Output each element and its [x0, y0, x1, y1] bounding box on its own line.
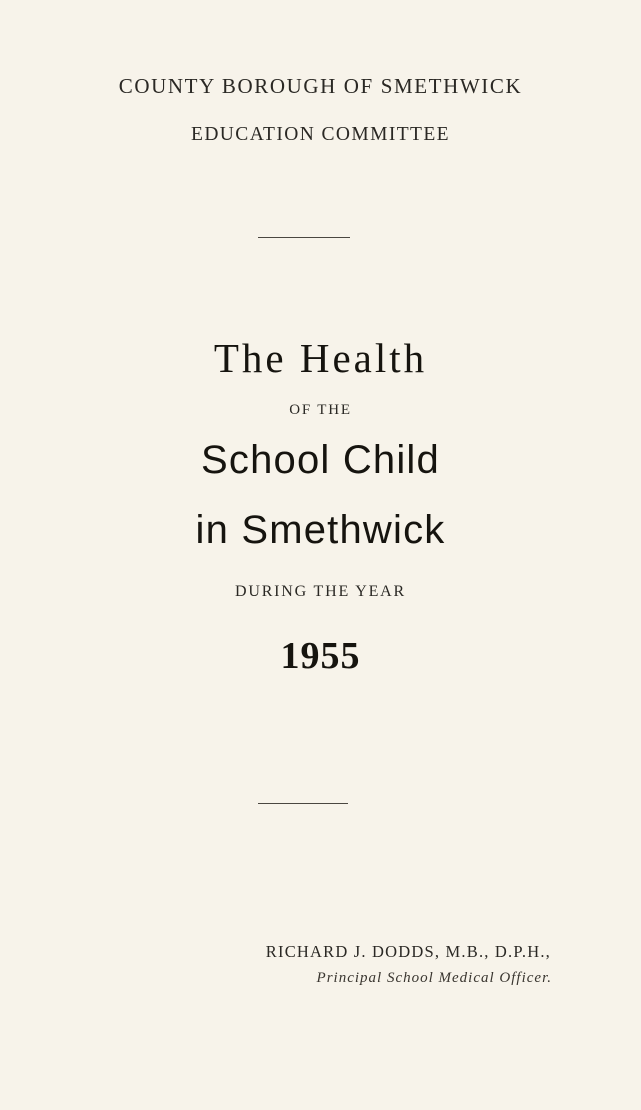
title-line-school-child: School Child — [201, 438, 440, 482]
during-the-year-label: DURING THE YEAR — [235, 583, 406, 600]
author-role: Principal School Medical Officer. — [316, 970, 552, 986]
title-line-health: The Health — [213, 335, 428, 381]
author-name: RICHARD J. DODDS, M.B., D.P.H., — [265, 942, 551, 961]
bottom-divider — [258, 803, 348, 804]
committee-heading: EDUCATION COMMITTEE — [191, 124, 450, 145]
authority-heading: COUNTY BOROUGH OF SMETHWICK — [118, 74, 523, 98]
top-divider — [258, 237, 350, 238]
title-line-of-the: OF THE — [289, 402, 352, 418]
report-year: 1955 — [280, 635, 361, 677]
title-line-in-smethwick: in Smethwick — [195, 508, 446, 552]
